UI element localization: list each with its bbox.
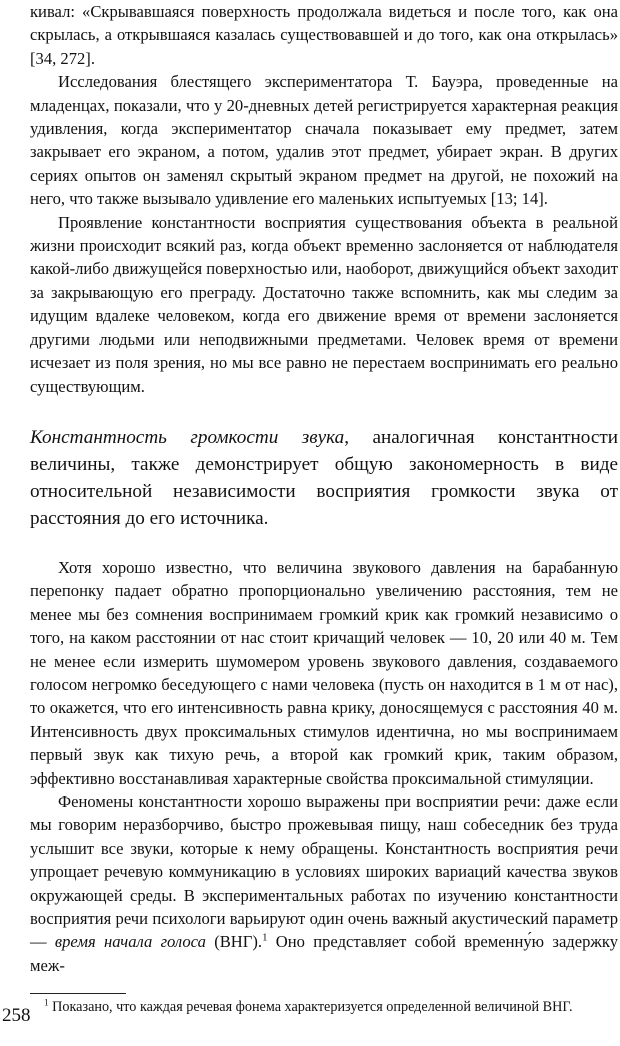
paragraph-4: Хотя хорошо известно, что величина звукового давления на барабанную перепонку падает обратно пропорционально увеличению расстояния, тем не менее мы без сомнения воспринимаем громкий крик как громкий независимо о того, на каком расстоянии от нас стоит кричащий человек — 10, 20 или 40 м. Тем не менее если измерить шумомером уровень звукового давления, создаваемого голосом негромко беседующего с нами человека (пусть он находится в 1 м от нас), то окажется, что его интенсивность равна крику, доносящемуся с расстояния 40 м. Интенсивность двух проксимальных стимулов идентична, но мы воспринимаем первый звук как тихую речь, а второй как громкий крик, таким образом, эффективно восстанавливая характерные свойства проксимальной стимуляции. xyxy=(30,557,618,788)
highlight-term: Константность громкости звука xyxy=(30,426,345,448)
highlight-text: , аналогичная константности величины, также демонстрирует общую закономерность в виде относительной независимости восприятия громкости звука от расстояния до его источника. xyxy=(30,426,618,529)
paragraph-2: Исследования блестящего экспериментатора Т. Бауэра, проведенные на младенцах, показали, что у 20-дневных детей регистрируется характерная реакция удивления, когда экспериментатор сначала показывает ему предмет, затем закрывает его экраном, а потом, удалив этот предмет, убирает экран. В других сериях опытов он заменял скрытый экраном предмет на другой, не похожий на него, что также вызывало удивление его маленьких испытуемых [13; 14]. xyxy=(30,72,618,209)
footnote-text: Показано, что каждая речевая фонема характеризуется определенной величиной ВНГ. xyxy=(48,999,573,1016)
paragraph-5-tail: Оно представляет собой временну́ю задержку меж- xyxy=(30,932,618,975)
document-page xyxy=(30,0,618,1017)
paragraph-1: кивал: «Скрывавшаяся поверхность продолжала видеться и после того, как она скрылась, а открывшаяся казалась существовавшей и до того, как она открылась» [34, 272]. xyxy=(30,2,618,68)
paragraph-5-text: Феномены константности хорошо выражены при восприятии речи: даже если мы говорим неразборчиво, быстро прожевывая пищу, наш собеседник без труда услышит все звуки, которые к нему обращены. Константность восприятия речи упрощает речевую коммуникацию в условиях широких вариаций качества звуков окружающей среды. В экспериментальных работах по изучению константности восприятия речи психологи варьируют один очень важный акустический параметр — xyxy=(30,791,618,952)
page-number: 258 xyxy=(2,1005,31,1026)
paragraph-5-abbr: (ВНГ). xyxy=(205,932,263,952)
paragraph-5 xyxy=(30,790,618,977)
footnote-divider xyxy=(30,993,126,994)
paragraph-5-term: время начала голоса xyxy=(54,932,206,952)
footnote xyxy=(30,997,618,1017)
spacer xyxy=(30,532,618,556)
paragraph-3: Проявление константности восприятия существования объекта в реальной жизни происходит всякий раз, когда объект временно заслоняется от наблюдателя какой-либо движущейся поверхностью или, наоборот, движущийся объект заходит за закрывающую его преграду. Достаточно также вспомнить, как мы следим за идущим вдалеке человеком, когда его движение время от времени заслоняется другими людьми или неподвижными предметами. Человек время от времени исчезает из поля зрения, но мы все равно не перестаем воспринимать его реально существующим. xyxy=(30,212,618,396)
footnote-reference: 1 xyxy=(262,931,268,944)
footnote-mark: 1 xyxy=(44,997,49,1008)
highlight-paragraph xyxy=(30,424,618,532)
spacer xyxy=(30,398,618,424)
